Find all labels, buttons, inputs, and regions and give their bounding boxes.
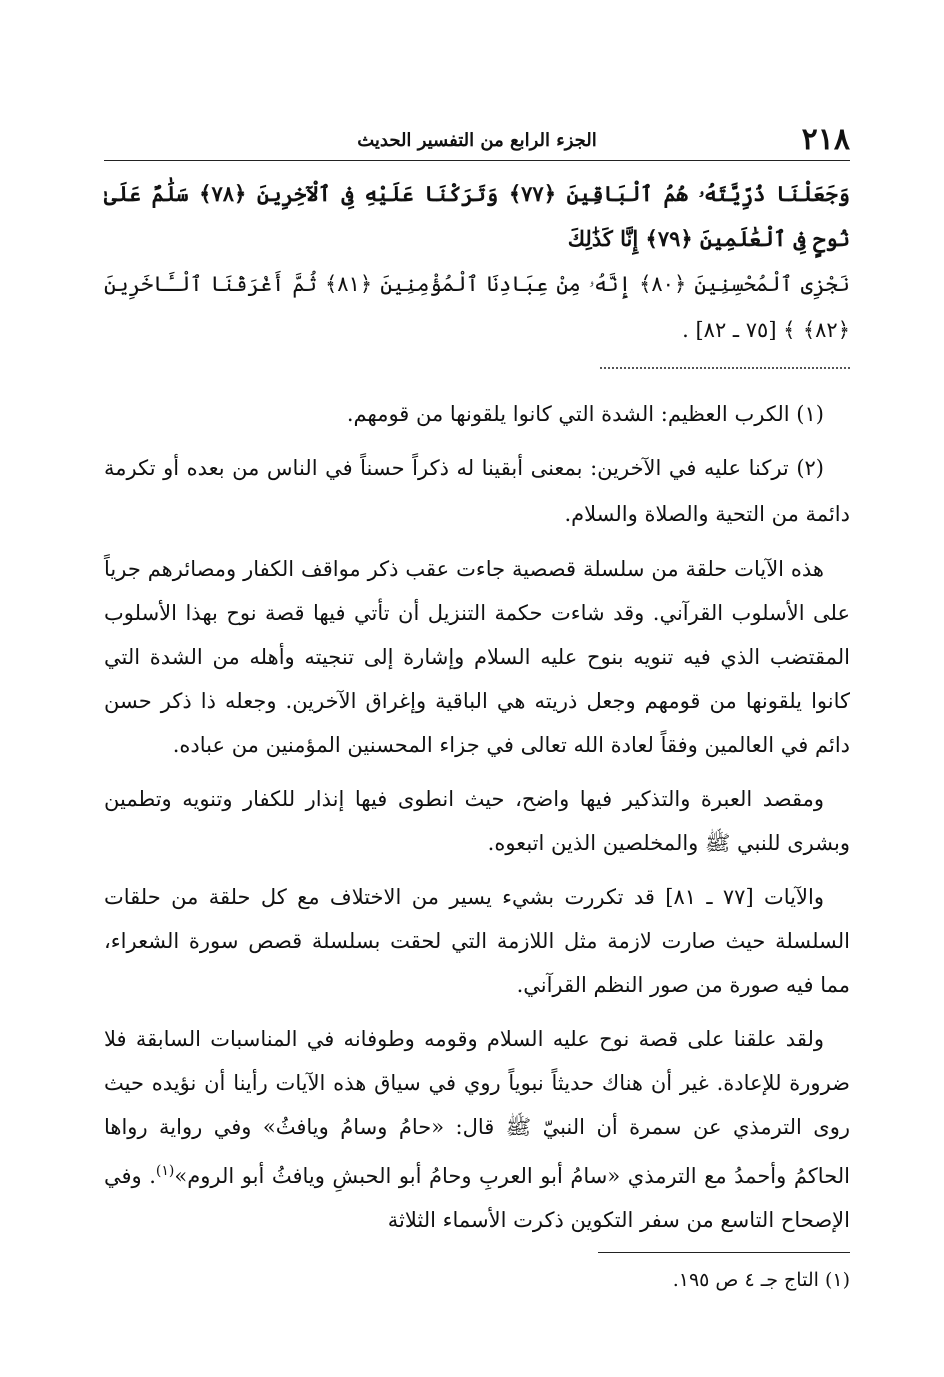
quran-verses bbox=[104, 171, 850, 353]
verse-notes bbox=[104, 391, 850, 537]
verse-range: ﴾ [٧٥ ـ ٨٢] . bbox=[682, 318, 796, 342]
verse-note-1: (١) الكرب العظيم: الشدة التي كانوا يلقونها من قومهم. bbox=[346, 402, 824, 426]
footnote-reference[interactable]: (١) bbox=[155, 1163, 175, 1179]
commentary-paragraph-3: والآيات [٧٧ ـ ٨١] قد تكررت بشيء يسير من الاختلاف مع كل حلقة من حلقات السلسلة حيث صارت لازمة مثل اللازمة التي لحقت بسلسلة قصص سورة الشعراء، مما فيه صورة من صور النظم القرآني. bbox=[104, 885, 850, 997]
commentary-paragraph-1: هذه الآيات حلقة من سلسلة قصصية جاءت عقب ذكر مواقف الكفار ومصائرهم جرياً على الأسلوب القرآني. وقد شاءت حكمة التنزيل أن تأتي فيها قصة نوح بهذا الأسلوب المقتضب الذي فيه تنويه بنوح عليه السلام وإشارة إلى تنجيته وأهله من الشدة التي كانوا يلقونها من قومهم وجعل ذريته هي الباقية وإغراق الآخرين. وجعله ذا ذكر حسن دائم في العالمين وفقاً لعادة الله تعالى في جزاء المحسنين المؤمنين من عباده. bbox=[104, 557, 850, 757]
commentary-paragraph-2: ومقصد العبرة والتذكير فيها واضح، حيث انطوى فيها إنذار للكفار وتنويه وتطمين وبشرى للنبي ﷺ والمخلصين الذين اتبعوه. bbox=[104, 787, 850, 855]
footnote: (١) التاج جـ ٤ ص ١٩٥. bbox=[672, 1269, 850, 1291]
footnote-separator bbox=[598, 1252, 850, 1253]
book-page bbox=[104, 118, 850, 1297]
paragraph-4-text: ولقد علقنا على قصة نوح عليه السلام وقومه وطوفانه في المناسبات السابقة فلا ضرورة للإعادة. غير أن هناك حديثاً نبوياً روي في سياق هذه الآيات رأينا أن نؤيده حيث روى الترمذي عن سمرة أن النبيّ ﷺ قال: «حامُ وسامُ ويافثُ» وفي رواية رواها الحاكمُ وأحمدُ مع الترمذي «سامُ أبو العربِ وحامُ أبو الحبشِ ويافثُ أبو الروم» bbox=[104, 1027, 850, 1188]
commentary-paragraph-4 bbox=[104, 1017, 850, 1242]
running-head bbox=[104, 118, 850, 161]
verse-note-2: (٢) تركنا عليه في الآخرين: بمعنى أبقينا له ذكراً حسناً في الناس من بعده أو تكرمة دائمة من التحية والصلاة والسلام. bbox=[104, 456, 850, 526]
commentary bbox=[104, 547, 850, 1242]
verse-line-1: وَجَعَلْنَا ذُرِّيَّتَهُۥ هُمُ ٱلْبَاقِينَ ﴿٧٧﴾ وَتَرَكْنَا عَلَيْهِ فِى ٱلْآخِرِينَ ﴿٧٨﴾ سَلَٰمٌ عَلَىٰ نُوحٍ فِى ٱلْعَٰلَمِينَ ﴿٧٩﴾ إِنَّا كَذَٰلِكَ bbox=[104, 181, 850, 251]
verse-line-2 bbox=[104, 261, 850, 353]
paragraph-4-tail: . وفي الإصحاح التاسع من سفر التكوين ذكرت الأسماء الثلاثة bbox=[104, 1164, 850, 1232]
running-title: الجزء الرابع من التفسير الحديث bbox=[357, 130, 597, 151]
page-number: ٢١٨ bbox=[801, 122, 850, 157]
dotted-separator bbox=[600, 367, 850, 369]
verse-line-2-text: نَجْزِى ٱلْمُحْسِنِينَ ﴿٨٠﴾ إِنَّهُۥ مِنْ عِبَادِنَا ٱلْمُؤْمِنِينَ ﴿٨١﴾ ثُمَّ أَغْرَقْنَا ٱلْـَٔاخَرِينَ ﴿٨٢﴾ bbox=[104, 272, 850, 342]
